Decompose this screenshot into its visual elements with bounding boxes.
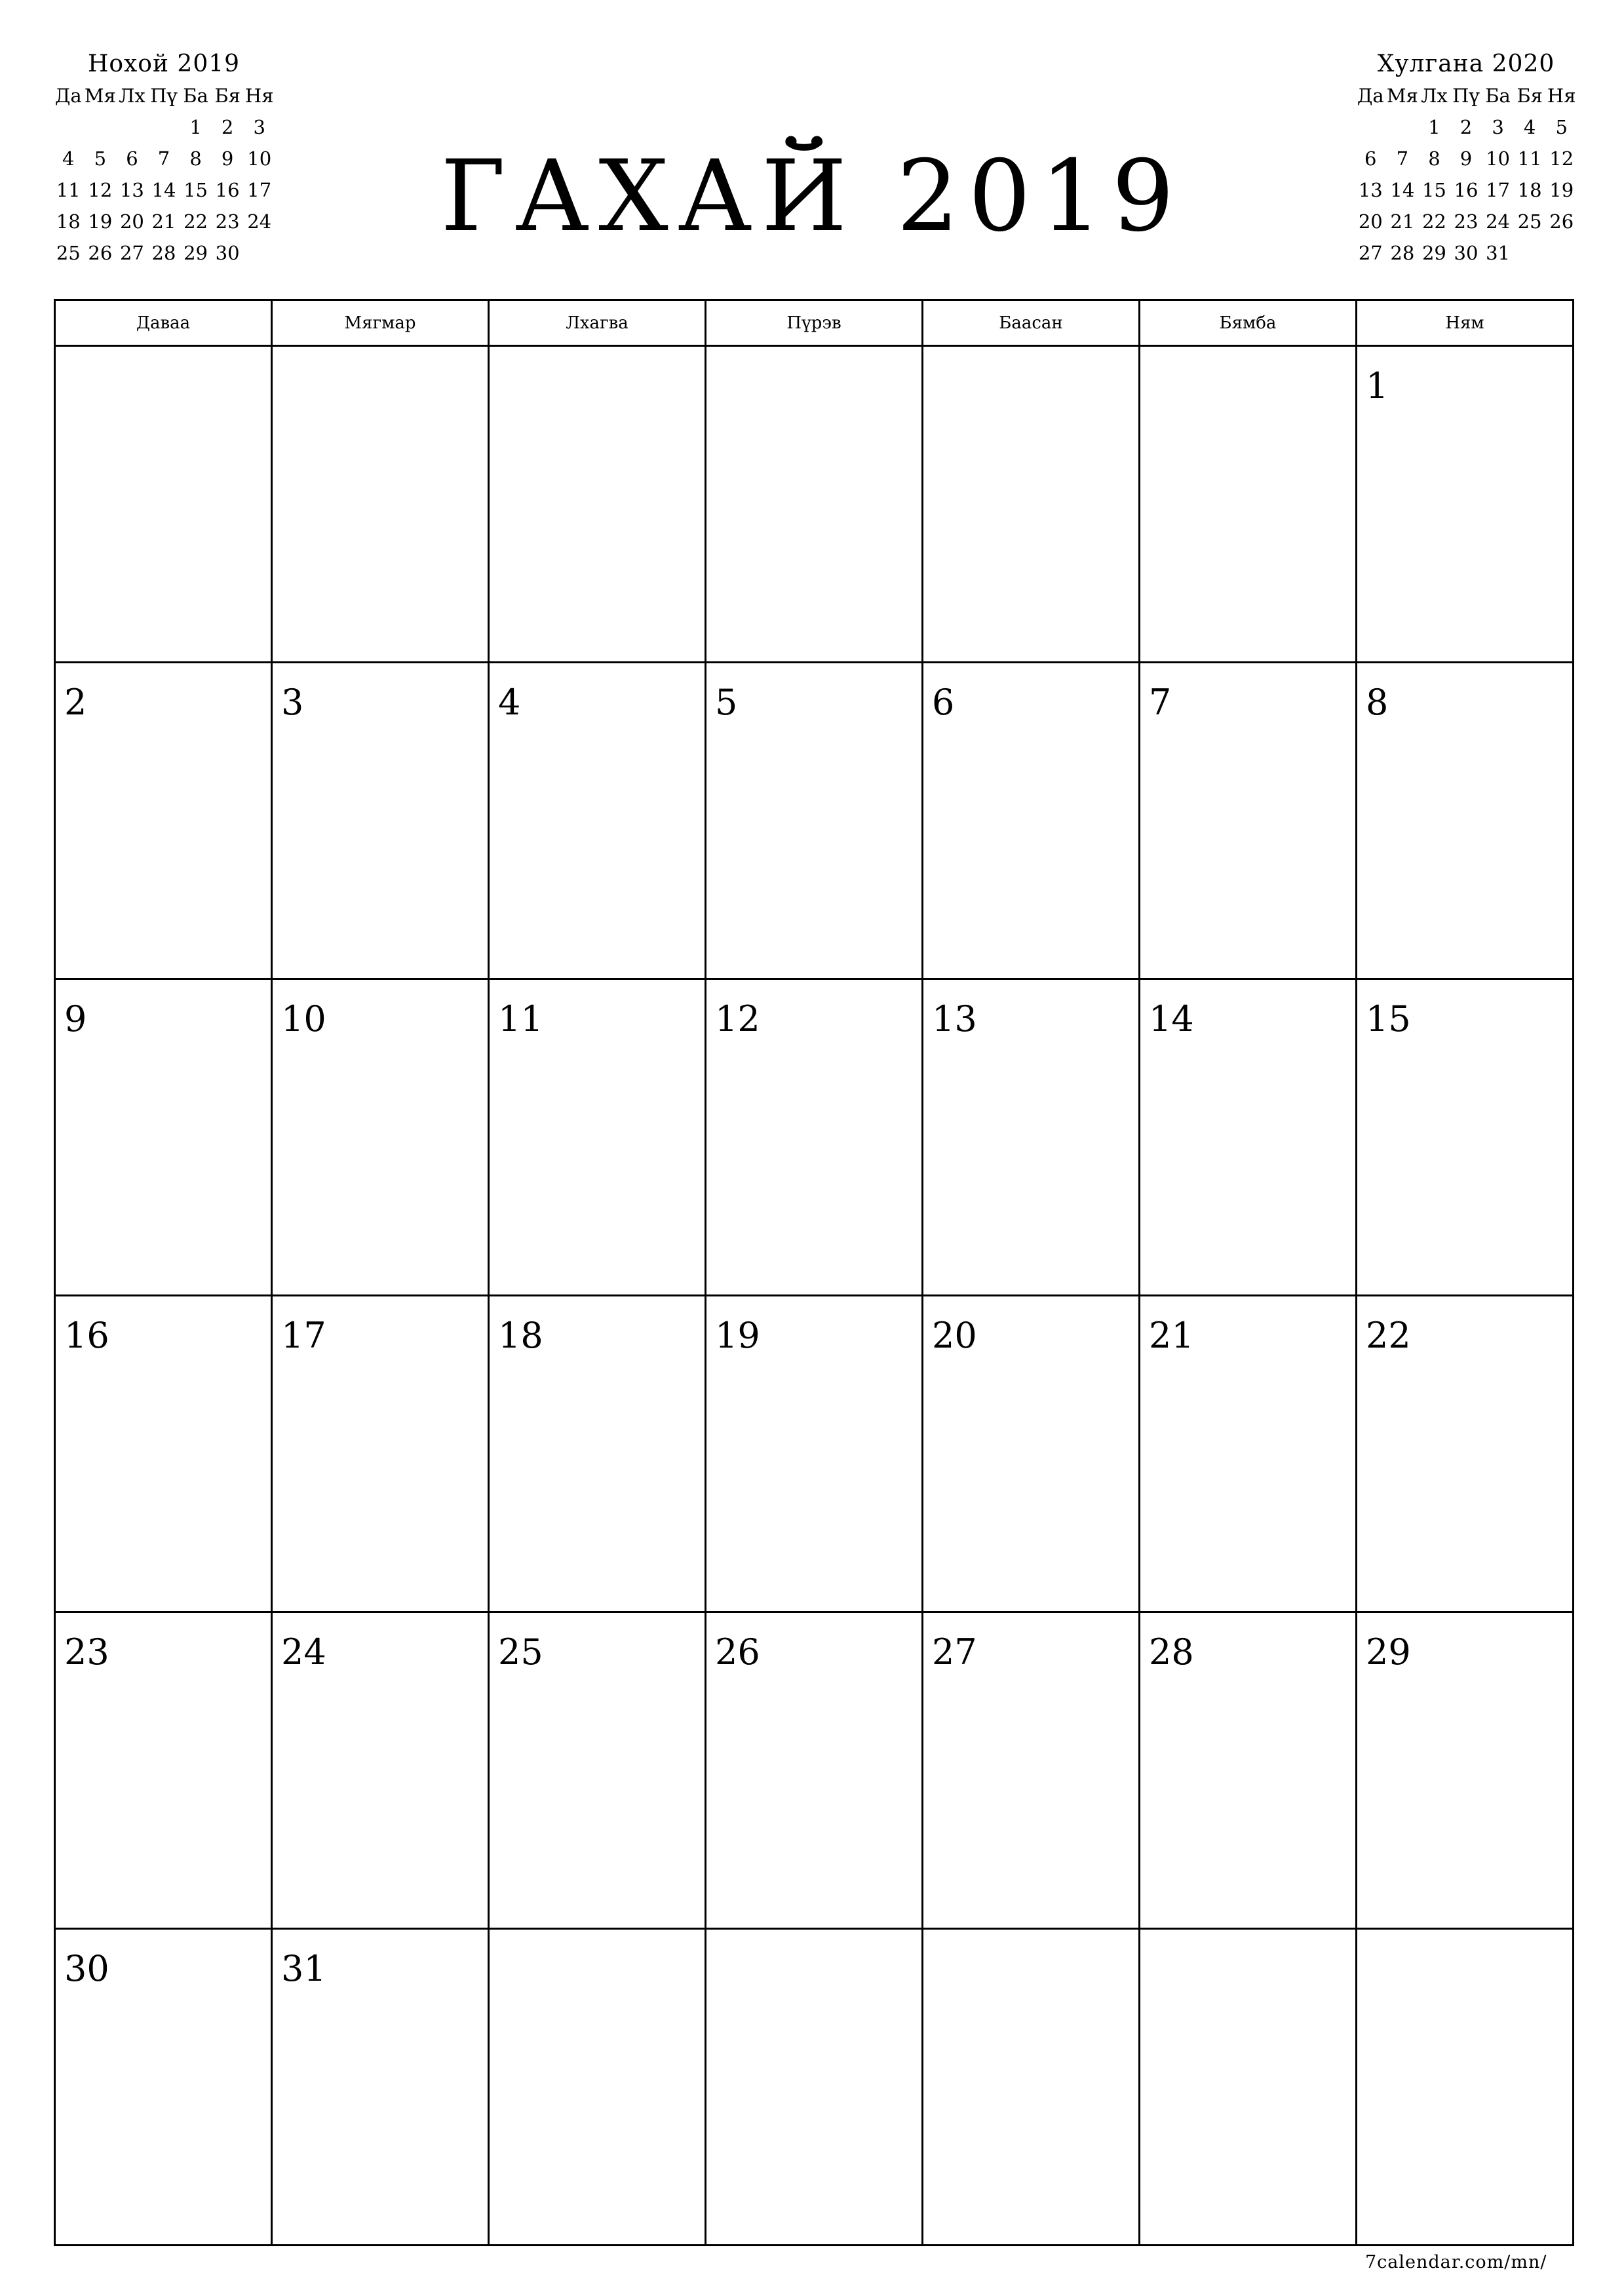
mini-day: 3 [253, 116, 265, 138]
day-cell [490, 980, 706, 1296]
mini-weekday: Пү [1452, 85, 1480, 107]
day-number: 10 [281, 998, 326, 1040]
mini-weekday: Да [1357, 85, 1384, 107]
mini-day: 10 [1486, 147, 1511, 170]
day-number: 5 [715, 682, 738, 723]
day-number: 6 [932, 682, 955, 723]
mini-weekday: Мя [84, 85, 116, 107]
day-number: 29 [1366, 1631, 1411, 1673]
day-number: 30 [64, 1948, 109, 1989]
day-number: 26 [715, 1631, 760, 1673]
mini-day: 25 [56, 242, 81, 264]
day-number: 2 [64, 682, 87, 723]
mini-weekday: Пү [150, 85, 178, 107]
day-cell [490, 1930, 706, 2246]
mini-day: 26 [1549, 210, 1574, 233]
mini-day: 15 [184, 179, 208, 201]
mini-day: 8 [1428, 147, 1440, 170]
mini-day: 7 [1396, 147, 1409, 170]
mini-day: 3 [1492, 116, 1504, 138]
day-cell [1357, 1613, 1574, 1930]
mini-day [85, 111, 117, 143]
page-title: ГАХАЙ 2019 [440, 140, 1184, 254]
mini-day: 1 [189, 116, 202, 138]
week-row [56, 347, 1574, 663]
day-number: 13 [932, 998, 977, 1040]
day-cell [56, 980, 273, 1296]
day-number: 19 [715, 1315, 760, 1356]
weekday-header: Ням [1357, 301, 1574, 347]
day-cell [490, 663, 706, 980]
mini-day [1514, 237, 1546, 269]
mini-weekday: Ня [244, 85, 274, 107]
weekday-header: Даваа [56, 301, 273, 347]
day-cell [1357, 663, 1574, 980]
mini-day: 9 [1460, 147, 1473, 170]
day-cell [923, 1613, 1140, 1930]
mini-day: 27 [1358, 242, 1383, 264]
mini-day: 14 [151, 179, 176, 201]
mini-day: 5 [1555, 116, 1568, 138]
day-number: 24 [281, 1631, 326, 1673]
day-cell [923, 980, 1140, 1296]
mini-day: 19 [1549, 179, 1574, 201]
weekday-header: Лхагва [490, 301, 706, 347]
mini-day: 23 [1454, 210, 1479, 233]
mini-day: 17 [1486, 179, 1511, 201]
mini-day: 6 [1364, 147, 1377, 170]
day-number: 14 [1149, 998, 1194, 1040]
mini-day: 22 [184, 210, 208, 233]
day-cell [273, 663, 490, 980]
mini-weekday: Бя [1517, 85, 1543, 107]
mini-day: 21 [1390, 210, 1415, 233]
day-cell [1140, 1930, 1357, 2246]
day-number: 27 [932, 1631, 977, 1673]
mini-day: 21 [151, 210, 176, 233]
day-cell [273, 347, 490, 663]
day-number: 8 [1366, 682, 1389, 723]
mini-day: 5 [94, 147, 107, 170]
mini-day [52, 111, 85, 143]
mini-day: 13 [1358, 179, 1383, 201]
mini-day: 30 [215, 242, 240, 264]
mini-day: 26 [88, 242, 113, 264]
mini-day: 29 [184, 242, 208, 264]
site-url: 7calendar.com/mn/ [1365, 2252, 1547, 2272]
week-row [56, 1930, 1574, 2246]
day-cell [923, 1930, 1140, 2246]
mini-day: 31 [1486, 242, 1511, 264]
mini-weekday: Бя [214, 85, 241, 107]
mini-weekday: Лх [1421, 85, 1448, 107]
day-cell [273, 1613, 490, 1930]
mini-day [116, 111, 148, 143]
mini-day: 2 [1460, 116, 1473, 138]
day-cell [1357, 980, 1574, 1296]
day-cell [273, 980, 490, 1296]
day-cell [1140, 663, 1357, 980]
mini-day: 19 [88, 210, 113, 233]
mini-day: 16 [215, 179, 240, 201]
mini-weekday: Ня [1547, 85, 1576, 107]
mini-calendar-prev [52, 49, 275, 269]
day-number: 9 [64, 998, 87, 1040]
mini-day: 2 [221, 116, 234, 138]
day-number: 12 [715, 998, 760, 1040]
day-number: 28 [1149, 1631, 1194, 1673]
mini-day: 11 [1517, 147, 1542, 170]
day-number: 3 [281, 682, 304, 723]
mini-day: 16 [1454, 179, 1479, 201]
mini-day: 9 [221, 147, 234, 170]
mini-day: 30 [1454, 242, 1479, 264]
mini-calendar-prev-grid [52, 80, 275, 269]
month-grid [54, 299, 1574, 2246]
mini-day: 12 [1549, 147, 1574, 170]
day-cell [56, 1930, 273, 2246]
day-cell [1140, 1613, 1357, 1930]
mini-day [243, 237, 275, 269]
day-cell [273, 1930, 490, 2246]
day-cell [490, 347, 706, 663]
weekday-header: Мягмар [273, 301, 490, 347]
mini-day: 7 [157, 147, 170, 170]
mini-day: 13 [119, 179, 144, 201]
mini-day: 12 [88, 179, 113, 201]
day-cell [1357, 1930, 1574, 2246]
weekday-header: Баасан [923, 301, 1140, 347]
week-row [56, 1296, 1574, 1613]
mini-day: 24 [247, 210, 272, 233]
mini-day: 20 [1358, 210, 1383, 233]
mini-calendar-next-grid [1355, 80, 1577, 269]
day-cell [706, 663, 923, 980]
day-cell [1357, 1296, 1574, 1613]
mini-calendar-next-title: Хулгана 2020 [1377, 50, 1555, 77]
day-cell [706, 1613, 923, 1930]
weekday-header-row [56, 301, 1574, 347]
mini-day: 23 [215, 210, 240, 233]
mini-weekday: Ба [1485, 85, 1511, 107]
mini-day [148, 111, 180, 143]
day-number: 4 [498, 682, 521, 723]
mini-day: 6 [126, 147, 138, 170]
week-row [56, 663, 1574, 980]
mini-day: 11 [56, 179, 81, 201]
mini-day: 27 [119, 242, 144, 264]
day-cell [1357, 347, 1574, 663]
mini-day: 29 [1421, 242, 1446, 264]
mini-day [1387, 111, 1419, 143]
day-number: 7 [1149, 682, 1172, 723]
day-number: 11 [498, 998, 543, 1040]
mini-weekday: Мя [1386, 85, 1418, 107]
mini-day: 28 [151, 242, 176, 264]
day-cell [706, 347, 923, 663]
weekday-header: Пүрэв [706, 301, 923, 347]
day-cell [1140, 980, 1357, 1296]
day-cell [56, 1296, 273, 1613]
mini-day: 20 [119, 210, 144, 233]
day-number: 23 [64, 1631, 109, 1673]
mini-day: 22 [1421, 210, 1446, 233]
day-cell [1140, 347, 1357, 663]
day-cell [923, 663, 1140, 980]
week-row [56, 1613, 1574, 1930]
day-cell [706, 980, 923, 1296]
mini-day: 15 [1421, 179, 1446, 201]
day-number: 20 [932, 1315, 977, 1356]
mini-day [1545, 237, 1577, 269]
day-cell [923, 347, 1140, 663]
mini-weekday: Лх [119, 85, 145, 107]
mini-day: 14 [1390, 179, 1415, 201]
day-cell [706, 1930, 923, 2246]
day-cell [56, 347, 273, 663]
day-cell [1140, 1296, 1357, 1613]
day-cell [490, 1296, 706, 1613]
mini-calendar-next [1355, 49, 1577, 269]
day-number: 1 [1366, 365, 1389, 406]
day-number: 31 [281, 1948, 326, 1989]
day-cell [923, 1296, 1140, 1613]
mini-day [1355, 111, 1387, 143]
mini-day: 4 [62, 147, 75, 170]
mini-weekday: Ба [183, 85, 208, 107]
week-row [56, 980, 1574, 1296]
day-cell [706, 1296, 923, 1613]
weekday-header: Бямба [1140, 301, 1357, 347]
day-number: 17 [281, 1315, 326, 1356]
mini-day: 18 [1517, 179, 1542, 201]
mini-day: 10 [247, 147, 272, 170]
day-cell [273, 1296, 490, 1613]
mini-day: 28 [1390, 242, 1415, 264]
day-number: 25 [498, 1631, 543, 1673]
day-number: 22 [1366, 1315, 1411, 1356]
mini-day: 4 [1523, 116, 1536, 138]
mini-day: 1 [1428, 116, 1440, 138]
day-number: 15 [1366, 998, 1411, 1040]
day-cell [56, 663, 273, 980]
mini-weekday: Да [54, 85, 82, 107]
mini-day: 18 [56, 210, 81, 233]
mini-day: 8 [189, 147, 202, 170]
mini-day: 17 [247, 179, 272, 201]
day-cell [56, 1613, 273, 1930]
mini-calendar-prev-title: Нохой 2019 [87, 50, 241, 77]
mini-day: 25 [1517, 210, 1542, 233]
day-number: 21 [1149, 1315, 1194, 1356]
day-number: 18 [498, 1315, 543, 1356]
mini-day: 24 [1486, 210, 1511, 233]
day-number: 16 [64, 1315, 109, 1356]
day-cell [490, 1613, 706, 1930]
